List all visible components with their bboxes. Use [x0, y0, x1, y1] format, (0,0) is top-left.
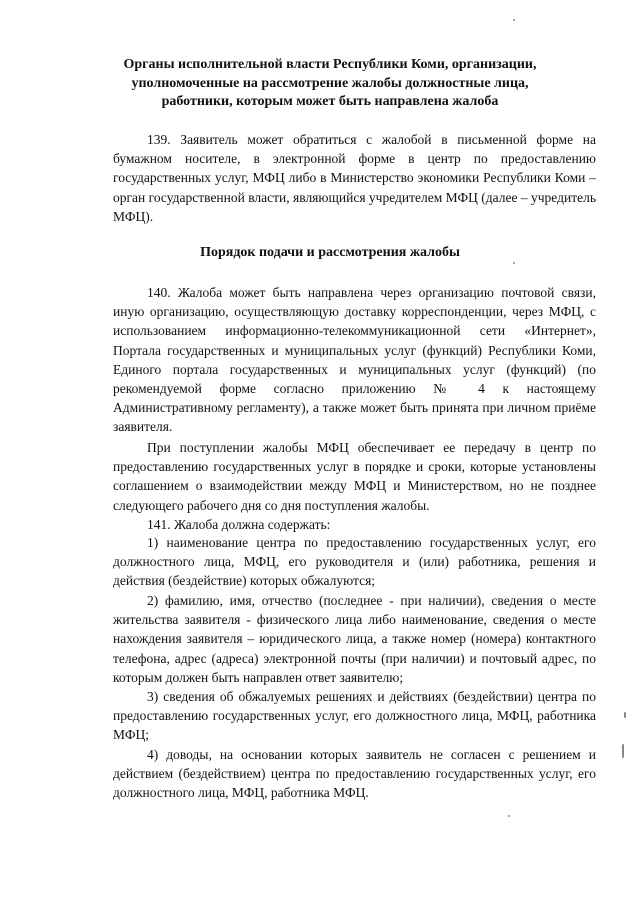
paragraph-141: 141. Жалоба должна содержать:: [147, 517, 331, 532]
scan-speck: [508, 815, 510, 817]
scan-speck: [513, 262, 515, 264]
subsection-heading: Порядок подачи и рассмотрения жалобы: [200, 245, 460, 260]
list-item-2: 2) фамилию, имя, отчество (последнее - при наличии), сведения о месте жительства заявителя - физического лица либо наименование, сведения о месте нахождения заявителя – юридического лица, а также номер (номера) контактного телефона, адрес (адреса) электронной почты (при наличии) и почтовый адрес, по которым должен быть направлен ответ заявителю;: [113, 593, 596, 685]
scan-speck: [622, 744, 624, 758]
list-item-4: 4) доводы, на основании которых заявитель не согласен с решением и действием (бездействием) центра по предоставлению государственных услуг, его должностного лица, МФЦ, работника МФЦ.: [113, 747, 596, 801]
paragraph-140: 140. Жалоба может быть направлена через организацию почтовой связи, иную организацию, осуществляющую доставку корреспонденции, через МФЦ, с использованием информационно-телекоммуникационной сети «Интернет», Портала государственных и муниципальных услуг (функций) Республики Коми, Единого портала государственных и муниципальных услуг (функций) (по рекомендуемой форме согласно приложению № 4 к настоящему Административному регламенту), а также может быть принята при личном приёме заявителя.: [113, 285, 596, 435]
section-heading: Органы исполнительной власти Республики Коми, организации, уполномоченные на рассмотрение жалобы должностные лица, работники, которым может быть направлена жалоба: [123, 57, 537, 109]
list-item-3: 3) сведения об обжалуемых решениях и действиях (бездействии) центра по предоставлению государственных услуг, его должностного лица, МФЦ, работника МФЦ;: [113, 689, 596, 743]
paragraph-139: 139. Заявитель может обратиться с жалобой в письменной форме на бумажном носителе, в электронной форме в центр по предоставлению государственных услуг, МФЦ либо в Министерство экономики Республики Коми – орган государственной власти, являющийся учредителем МФЦ (далее – учредитель МФЦ).: [113, 132, 596, 224]
paragraph-140-continuation: При поступлении жалобы МФЦ обеспечивает ее передачу в центр по предоставлению государственных услуг в порядке и сроки, которые установлены соглашением о взаимодействии между МФЦ и Министерством, но не позднее следующего рабочего дня со дня поступления жалобы.: [113, 440, 596, 513]
scan-speck: [513, 19, 515, 21]
list-item-1: 1) наименование центра по предоставлению государственных услуг, его должностного лица, МФЦ, его руководителя и (или) работника, решения и действия (бездействие) которых обжалуются;: [113, 535, 596, 589]
scan-speck: [624, 712, 626, 718]
